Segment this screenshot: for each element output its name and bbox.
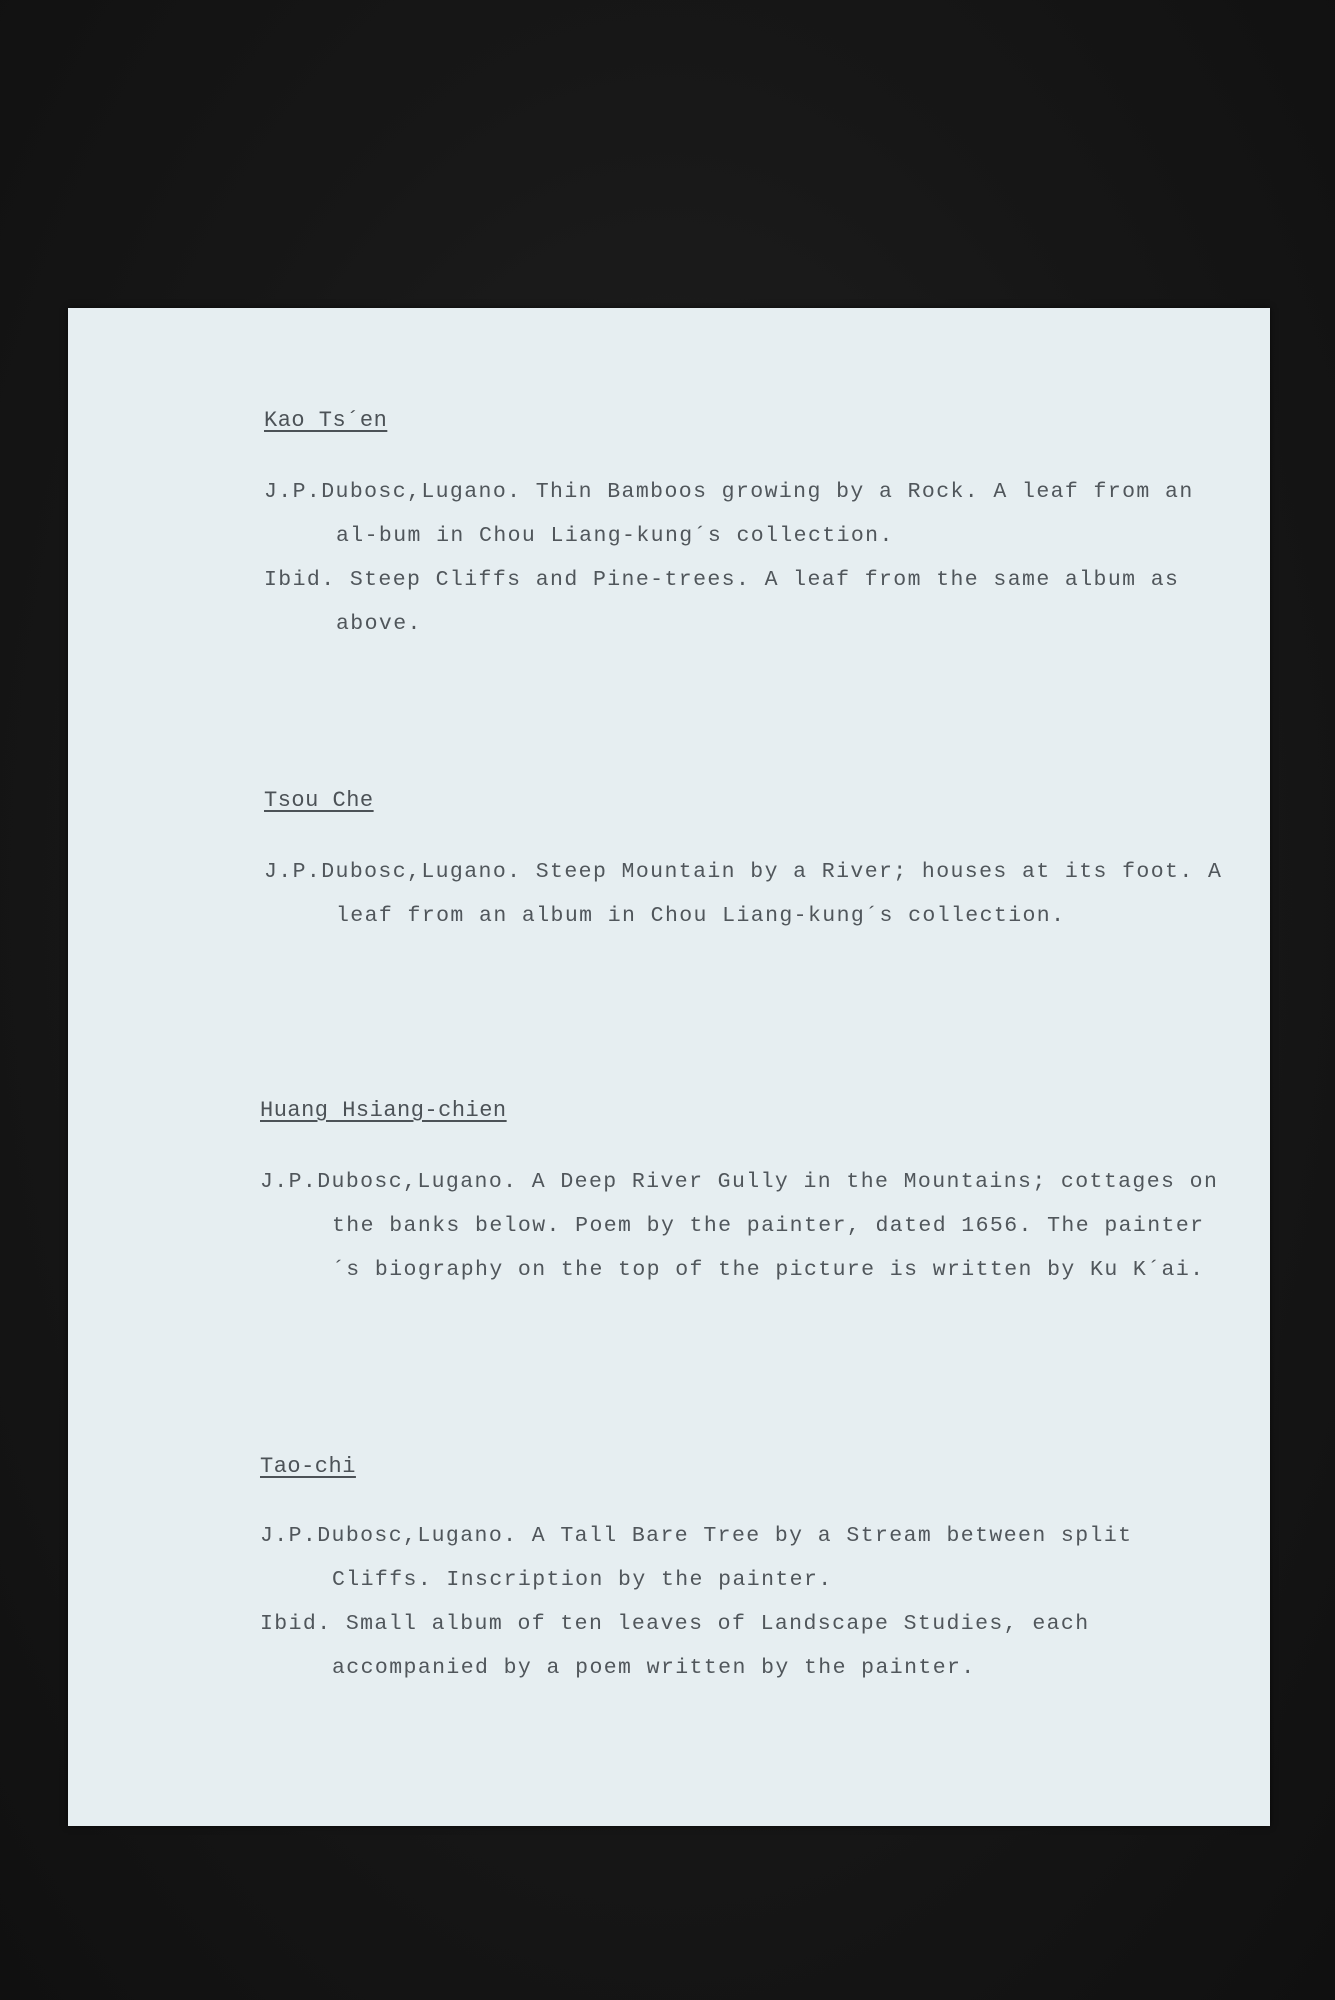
- entry-list: [264, 850, 1224, 938]
- section-heading: Tao-chi: [260, 1454, 356, 1479]
- entry-list: [264, 470, 1224, 646]
- catalogue-entry: Ibid. Small album of ten leaves of Landscape Studies, each accompanied by a poem written by the painter.: [260, 1612, 1090, 1680]
- entry-list: [260, 1160, 1220, 1292]
- catalogue-entry: J.P.Dubosc,Lugano. A Deep River Gully in the Mountains; cottages on the banks below. Poem by the painter, dated 1656. The painter´s biography on the top of the picture is written by Ku K´ai.: [260, 1170, 1219, 1282]
- catalogue-entry: J.P.Dubosc,Lugano. Steep Mountain by a River; houses at its foot. A leaf from an album in Chou Liang-kung´s collection.: [264, 860, 1223, 928]
- section-heading: Kao Ts´en: [264, 408, 388, 433]
- entry-list: [260, 1514, 1220, 1690]
- section-heading: Huang Hsiang-chien: [260, 1098, 507, 1123]
- typed-page: [68, 308, 1270, 1826]
- catalogue-entry: J.P.Dubosc,Lugano. A Tall Bare Tree by a Stream between split Cliffs. Inscription by the painter.: [260, 1524, 1133, 1592]
- catalogue-entry: J.P.Dubosc,Lugano. Thin Bamboos growing by a Rock. A leaf from an al-bum in Chou Liang-kung´s collection.: [264, 480, 1194, 548]
- catalogue-entry: Ibid. Steep Cliffs and Pine-trees. A leaf from the same album as above.: [264, 568, 1180, 636]
- section-heading: Tsou Che: [264, 788, 374, 813]
